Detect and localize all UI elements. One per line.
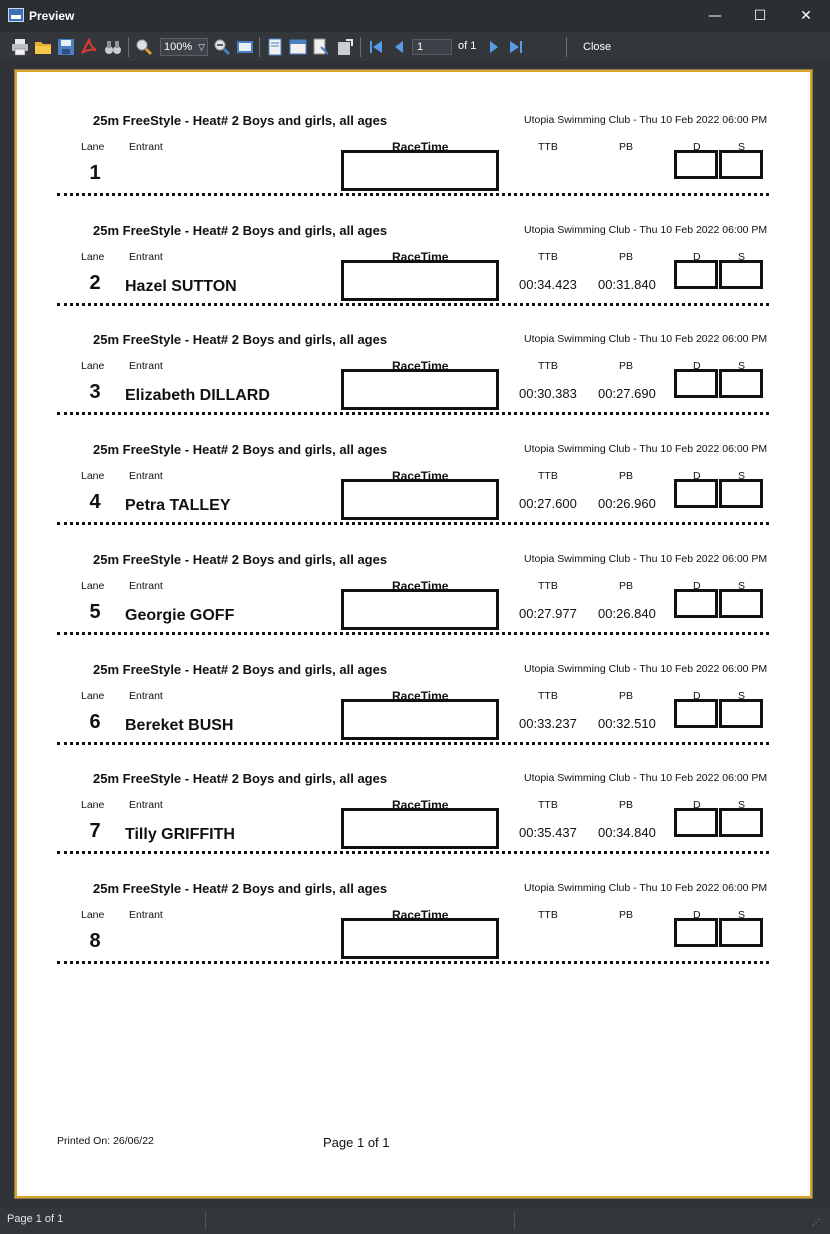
lane-label: Lane bbox=[81, 470, 105, 482]
d-box bbox=[674, 918, 718, 947]
dotted-divider bbox=[57, 961, 769, 964]
club-date: Utopia Swimming Club - Thu 10 Feb 2022 06:00 PM bbox=[524, 772, 768, 784]
status-separator bbox=[205, 1212, 206, 1230]
d-label: D bbox=[693, 470, 701, 482]
club-date: Utopia Swimming Club - Thu 10 Feb 2022 06:00 PM bbox=[524, 663, 768, 675]
dotted-divider bbox=[57, 412, 769, 415]
toolbar-separator bbox=[360, 37, 361, 57]
s-label: S bbox=[738, 580, 746, 592]
page-setup-icon[interactable] bbox=[312, 38, 330, 56]
printed-on: Printed On: 26/06/22 bbox=[57, 1135, 154, 1147]
pb-value: 00:26.840 bbox=[598, 606, 656, 621]
entrant-name: Hazel SUTTON bbox=[125, 278, 237, 295]
lane-number: 7 bbox=[89, 820, 101, 842]
racetime-box bbox=[341, 260, 499, 301]
d-box bbox=[674, 260, 718, 289]
club-date: Utopia Swimming Club - Thu 10 Feb 2022 06:00 PM bbox=[524, 443, 768, 455]
report-page bbox=[15, 70, 812, 1198]
ttb-label: TTB bbox=[538, 799, 558, 811]
event-title: 25m FreeStyle - Heat# 2 Boys and girls, all ages bbox=[93, 881, 388, 896]
lane-number: 5 bbox=[89, 601, 101, 623]
entrant-label: Entrant bbox=[129, 360, 163, 372]
s-box bbox=[719, 918, 763, 947]
next-page-icon[interactable] bbox=[485, 38, 503, 56]
close-button[interactable]: Close bbox=[583, 41, 612, 53]
s-label: S bbox=[738, 470, 746, 482]
club-date: Utopia Swimming Club - Thu 10 Feb 2022 06:00 PM bbox=[524, 114, 768, 126]
pb-label: PB bbox=[619, 909, 634, 921]
club-date: Utopia Swimming Club - Thu 10 Feb 2022 06:00 PM bbox=[524, 224, 768, 236]
zoom-value: 100% bbox=[164, 41, 193, 53]
event-title: 25m FreeStyle - Heat# 2 Boys and girls, all ages bbox=[93, 332, 388, 347]
entrant-name: Bereket BUSH bbox=[125, 717, 234, 734]
lane-card bbox=[17, 870, 814, 980]
s-label: S bbox=[738, 909, 746, 921]
pb-value: 00:27.690 bbox=[598, 386, 656, 401]
last-page-icon[interactable] bbox=[507, 38, 525, 56]
d-label: D bbox=[693, 690, 701, 702]
d-box bbox=[674, 699, 718, 728]
pb-value: 00:34.840 bbox=[598, 825, 656, 840]
report-viewer[interactable] bbox=[6, 62, 824, 1206]
lane-label: Lane bbox=[81, 251, 105, 263]
d-label: D bbox=[693, 360, 701, 372]
pdf-export-icon[interactable] bbox=[80, 38, 98, 56]
pb-label: PB bbox=[619, 799, 634, 811]
ttb-label: TTB bbox=[538, 909, 558, 921]
maximize-button[interactable]: ☐ bbox=[753, 8, 767, 24]
ttb-value: 00:27.600 bbox=[519, 496, 577, 511]
racetime-box bbox=[341, 808, 499, 849]
entrant-name: Tilly GRIFFITH bbox=[125, 826, 235, 843]
lane-label: Lane bbox=[81, 799, 105, 811]
entrant-label: Entrant bbox=[129, 580, 163, 592]
status-page-text: Page 1 of 1 bbox=[7, 1213, 64, 1225]
s-label: S bbox=[738, 690, 746, 702]
lane-number: 4 bbox=[89, 491, 101, 513]
s-box bbox=[719, 699, 763, 728]
pb-label: PB bbox=[619, 470, 634, 482]
lane-label: Lane bbox=[81, 141, 105, 153]
previous-page-icon[interactable] bbox=[390, 38, 408, 56]
club-date: Utopia Swimming Club - Thu 10 Feb 2022 06:00 PM bbox=[524, 553, 768, 565]
racetime-label: RaceTime bbox=[392, 140, 449, 154]
page-footer: Page 1 of 1 bbox=[323, 1135, 390, 1150]
entrant-label: Entrant bbox=[129, 690, 163, 702]
lane-number: 6 bbox=[89, 711, 101, 733]
d-label: D bbox=[693, 141, 701, 153]
club-date: Utopia Swimming Club - Thu 10 Feb 2022 06:00 PM bbox=[524, 333, 768, 345]
event-title: 25m FreeStyle - Heat# 2 Boys and girls, all ages bbox=[93, 662, 388, 677]
d-box bbox=[674, 808, 718, 837]
d-label: D bbox=[693, 580, 701, 592]
dotted-divider bbox=[57, 632, 769, 635]
s-label: S bbox=[738, 799, 746, 811]
lane-number: 2 bbox=[89, 272, 101, 294]
event-title: 25m FreeStyle - Heat# 2 Boys and girls, all ages bbox=[93, 223, 388, 238]
racetime-label: RaceTime bbox=[392, 908, 449, 922]
page-count-label: of 1 bbox=[458, 40, 477, 52]
ttb-label: TTB bbox=[538, 470, 558, 482]
dotted-divider bbox=[57, 851, 769, 854]
racetime-label: RaceTime bbox=[392, 579, 449, 593]
ttb-value: 00:34.423 bbox=[519, 277, 577, 292]
lane-card bbox=[17, 321, 814, 431]
lane-number: 3 bbox=[89, 381, 101, 403]
entrant-label: Entrant bbox=[129, 799, 163, 811]
racetime-box bbox=[341, 369, 499, 410]
minimize-button[interactable]: — bbox=[708, 8, 722, 24]
fit-page-icon[interactable] bbox=[236, 38, 254, 56]
ttb-label: TTB bbox=[538, 141, 558, 153]
ttb-label: TTB bbox=[538, 360, 558, 372]
one-page-icon[interactable] bbox=[266, 38, 284, 56]
entrant-name: Petra TALLEY bbox=[125, 497, 231, 514]
close-window-button[interactable]: ✕ bbox=[800, 8, 812, 24]
edit-page-icon[interactable] bbox=[336, 38, 354, 56]
s-box bbox=[719, 260, 763, 289]
lane-card bbox=[17, 431, 814, 541]
s-box bbox=[719, 369, 763, 398]
app-icon bbox=[8, 8, 24, 22]
d-label: D bbox=[693, 909, 701, 921]
s-box bbox=[719, 589, 763, 618]
pb-value: 00:31.840 bbox=[598, 277, 656, 292]
dotted-divider bbox=[57, 742, 769, 745]
racetime-label: RaceTime bbox=[392, 689, 449, 703]
racetime-label: RaceTime bbox=[392, 250, 449, 264]
find-binoculars-icon[interactable] bbox=[104, 38, 122, 56]
s-label: S bbox=[738, 141, 746, 153]
dotted-divider bbox=[57, 303, 769, 306]
entrant-label: Entrant bbox=[129, 251, 163, 263]
lane-label: Lane bbox=[81, 690, 105, 702]
s-label: S bbox=[738, 360, 746, 372]
resize-grip-icon[interactable]: ⋰ bbox=[812, 1218, 820, 1227]
lane-label: Lane bbox=[81, 580, 105, 592]
pb-label: PB bbox=[619, 690, 634, 702]
racetime-label: RaceTime bbox=[392, 359, 449, 373]
lane-label: Lane bbox=[81, 360, 105, 372]
ttb-value: 00:30.383 bbox=[519, 386, 577, 401]
dotted-divider bbox=[57, 522, 769, 525]
entrant-name: Georgie GOFF bbox=[125, 607, 235, 624]
pb-value: 00:26.960 bbox=[598, 496, 656, 511]
pb-label: PB bbox=[619, 251, 634, 263]
title-bar bbox=[0, 0, 830, 32]
toolbar-separator bbox=[566, 37, 567, 57]
pb-label: PB bbox=[619, 141, 634, 153]
page-number-input[interactable]: 1 bbox=[412, 39, 452, 55]
entrant-label: Entrant bbox=[129, 470, 163, 482]
pb-label: PB bbox=[619, 360, 634, 372]
ttb-value: 00:33.237 bbox=[519, 716, 577, 731]
first-page-icon[interactable] bbox=[367, 38, 385, 56]
entrant-label: Entrant bbox=[129, 909, 163, 921]
club-date: Utopia Swimming Club - Thu 10 Feb 2022 06:00 PM bbox=[524, 882, 768, 894]
status-separator bbox=[514, 1212, 515, 1230]
zoom-select[interactable] bbox=[160, 38, 208, 56]
ttb-value: 00:35.437 bbox=[519, 825, 577, 840]
lane-card bbox=[17, 651, 814, 761]
ttb-label: TTB bbox=[538, 580, 558, 592]
s-box bbox=[719, 479, 763, 508]
zoom-out-icon[interactable] bbox=[213, 38, 231, 56]
d-box bbox=[674, 479, 718, 508]
window-title: Preview bbox=[29, 9, 75, 23]
pb-value: 00:32.510 bbox=[598, 716, 656, 731]
event-title: 25m FreeStyle - Heat# 2 Boys and girls, all ages bbox=[93, 113, 388, 128]
lane-number: 1 bbox=[89, 162, 101, 184]
racetime-box bbox=[341, 699, 499, 740]
ttb-label: TTB bbox=[538, 690, 558, 702]
racetime-label: RaceTime bbox=[392, 469, 449, 483]
chevron-down-icon: ▽ bbox=[198, 42, 205, 52]
event-title: 25m FreeStyle - Heat# 2 Boys and girls, all ages bbox=[93, 442, 388, 457]
toolbar-separator bbox=[128, 37, 129, 57]
page-width-icon[interactable] bbox=[289, 38, 307, 56]
event-title: 25m FreeStyle - Heat# 2 Boys and girls, all ages bbox=[93, 552, 388, 567]
print-icon[interactable] bbox=[11, 38, 29, 56]
racetime-box bbox=[341, 918, 499, 959]
lane-card bbox=[17, 212, 814, 322]
lane-card bbox=[17, 760, 814, 870]
racetime-box bbox=[341, 479, 499, 520]
s-box bbox=[719, 808, 763, 837]
d-box bbox=[674, 369, 718, 398]
entrant-name: Elizabeth DILLARD bbox=[125, 387, 270, 404]
lane-card bbox=[17, 541, 814, 651]
lane-card bbox=[17, 102, 814, 212]
racetime-box bbox=[341, 589, 499, 630]
d-box bbox=[674, 150, 718, 179]
status-bar bbox=[0, 1208, 830, 1234]
toolbar bbox=[0, 32, 830, 61]
ttb-value: 00:27.977 bbox=[519, 606, 577, 621]
d-label: D bbox=[693, 251, 701, 263]
ttb-label: TTB bbox=[538, 251, 558, 263]
toolbar-separator bbox=[259, 37, 260, 57]
racetime-label: RaceTime bbox=[392, 798, 449, 812]
racetime-box bbox=[341, 150, 499, 191]
open-folder-icon[interactable] bbox=[34, 38, 52, 56]
pb-label: PB bbox=[619, 580, 634, 592]
lane-label: Lane bbox=[81, 909, 105, 921]
save-icon[interactable] bbox=[57, 38, 75, 56]
d-label: D bbox=[693, 799, 701, 811]
zoom-icon[interactable] bbox=[135, 38, 153, 56]
s-label: S bbox=[738, 251, 746, 263]
d-box bbox=[674, 589, 718, 618]
dotted-divider bbox=[57, 193, 769, 196]
s-box bbox=[719, 150, 763, 179]
entrant-label: Entrant bbox=[129, 141, 163, 153]
event-title: 25m FreeStyle - Heat# 2 Boys and girls, all ages bbox=[93, 771, 388, 786]
lane-number: 8 bbox=[89, 930, 101, 952]
